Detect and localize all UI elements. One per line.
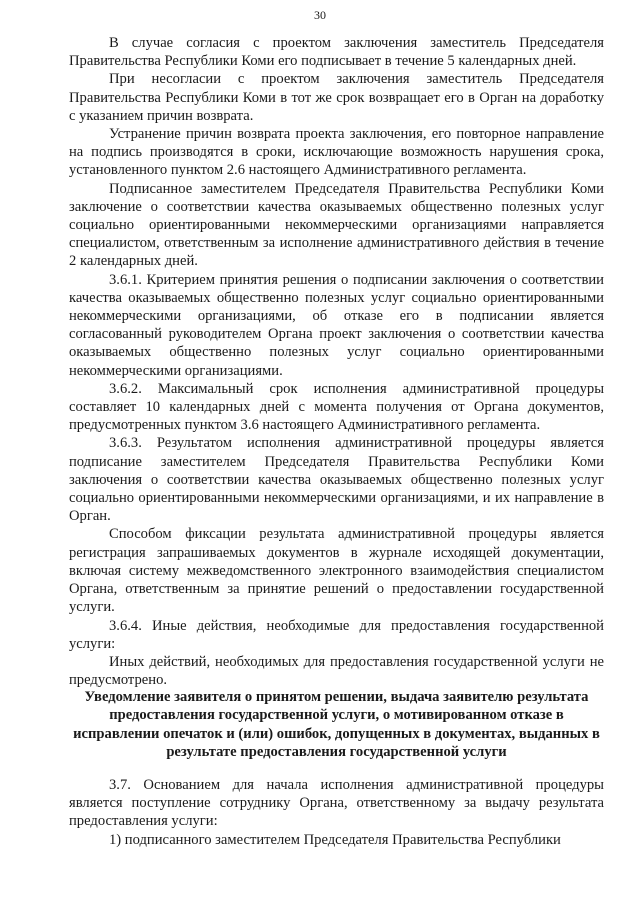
paragraph-fixation-method: Способом фиксации результата административной процедуры является регистрация запрашиваемых документов в журнале исходящей документации, включая систему межведомственного электронного взаимодействия специалистом Органа, ответственным за принятие решений о предоставлении государственной услуги. [69, 526, 604, 616]
page-number: 30 [314, 8, 326, 22]
paragraph-3-6-3: 3.6.3. Результатом исполнения административной процедуры является подписание заместителем Председателя Правительства Республики Коми заключения о соответствии качества оказываемых общественно полезных услуг социально ориентированными некоммерческими организациями, и их направление в Орган. [69, 435, 604, 525]
paragraph-3-7: 3.7. Основанием для начала исполнения административной процедуры является поступление сотруднику Органа, ответственному за выдачу результата предоставления услуги: [69, 777, 604, 830]
paragraph-no-other-actions: Иных действий, необходимых для предоставления государственной услуги не предусмотрено. [69, 653, 604, 689]
paragraph-3-6-2: 3.6.2. Максимальный срок исполнения административной процедуры составляет 10 календарных дней с момента получения от Органа документов, предусмотренных пунктом 3.6 настоящего Административного регламента. [69, 380, 604, 434]
paragraph-3-6-1: 3.6.1. Критерием принятия решения о подписании заключения о соответствии качества оказываемых общественно полезных услуг социально ориентированными некоммерческими организациями, об отказе его в подписании является согласованный руководителем Органа проект заключения о соответствии качества оказываемых общественно полезных услуг социально ориентированными некоммерческими организациями. [69, 271, 604, 379]
paragraph-item-1: 1) подписанного заместителем Председателя Правительства Республики [109, 831, 561, 848]
body-text-upper [69, 34, 604, 689]
body-text-lower [69, 776, 604, 849]
section-heading: Уведомление заявителя о принятом решении, выдача заявителю результата предоставления государственной услуги, о мотивированном отказе в исправлении опечаток и (или) ошибок, допущенных в документах, выданных в результате предоставления государственной услуги [73, 689, 600, 761]
paragraph-consent: В случае согласия с проектом заключения заместитель Председателя Правительства Республики Коми его подписывает в течение 5 календарных дней. [69, 35, 604, 70]
paragraph-resubmission: Устранение причин возврата проекта заключения, его повторное направление на подпись производятся в сроки, исключающие возможность нарушения срока, установленного пунктом 2.6 настоящего Административного регламента. [69, 126, 604, 179]
paragraph-signed-conclusion: Подписанное заместителем Председателя Правительства Республики Коми заключение о соответствии качества оказываемых общественно полезных услуг социально ориентированными некоммерческими организациями направляется специалистом, ответственным за исполнение административного действия в течение 2 календарных дней. [69, 180, 604, 270]
paragraph-disagreement: При несогласии с проектом заключения заместитель Председателя Правительства Республики Коми в тот же срок возвращает его в Орган на доработку с указанием причин возврата. [69, 71, 604, 124]
paragraph-3-6-4: 3.6.4. Иные действия, необходимые для предоставления государственной услуги: [69, 617, 604, 652]
